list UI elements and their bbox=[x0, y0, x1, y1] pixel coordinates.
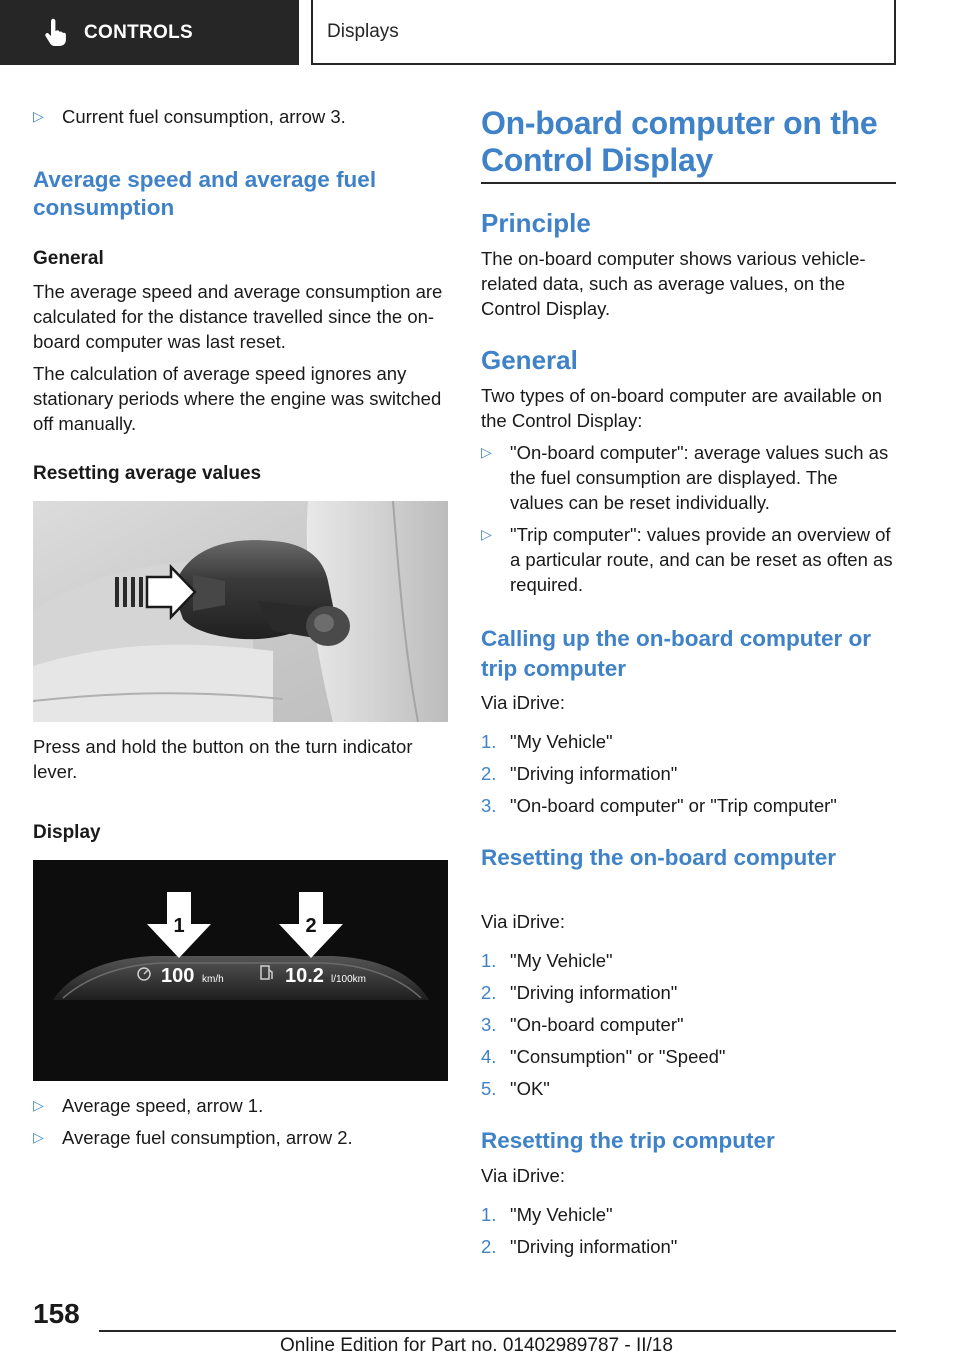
list-item: 4. "Consumption" or "Speed" bbox=[481, 1046, 726, 1067]
list-item: 5. "OK" bbox=[481, 1078, 550, 1099]
chapter-title: CONTROLS bbox=[84, 21, 194, 43]
via-idrive-label: Via iDrive: bbox=[481, 692, 565, 713]
section-heading-principle: Principle bbox=[481, 208, 591, 238]
triangle-bullet-icon: ▷ bbox=[481, 526, 492, 542]
triangle-bullet-icon: ▷ bbox=[481, 444, 492, 460]
section-tab bbox=[311, 0, 896, 65]
list-item: 3. "On-board computer" bbox=[481, 1014, 684, 1035]
fuel-value: 10.2 bbox=[285, 965, 324, 987]
hand-pointer-icon bbox=[42, 18, 70, 48]
list-item: 3. "On-board computer" or "Trip computer" bbox=[481, 795, 837, 816]
page-number: 158 bbox=[33, 1298, 80, 1329]
paragraph: Two types of on-board computer are available on the Control Display: bbox=[481, 385, 883, 431]
list-item: 1. "My Vehicle" bbox=[481, 731, 613, 752]
paragraph: Press and hold the button on the turn indicator lever. bbox=[33, 736, 413, 782]
edition-note: Online Edition for Part no. 01402989787 - II/18 bbox=[280, 1335, 673, 1356]
via-idrive-label: Via iDrive: bbox=[481, 1165, 565, 1186]
display-figure bbox=[33, 860, 448, 1081]
list-item: ▷ "Trip computer": values provide an overview of a particular route, and can be reset as often as required. bbox=[481, 524, 893, 595]
subheading-display: Display bbox=[33, 822, 101, 843]
footer-divider bbox=[99, 1330, 896, 1332]
triangle-bullet-icon: ▷ bbox=[33, 1097, 44, 1113]
list-item: ▷ Current fuel consumption, arrow 3. bbox=[33, 106, 346, 127]
list-item: 2. "Driving information" bbox=[481, 982, 678, 1003]
arrow-2-label: 2 bbox=[305, 915, 317, 937]
chapter-tab bbox=[0, 0, 299, 65]
lever-figure bbox=[33, 501, 448, 722]
triangle-bullet-icon: ▷ bbox=[33, 1129, 44, 1145]
via-idrive-label: Via iDrive: bbox=[481, 911, 565, 932]
paragraph: The calculation of average speed ignores any stationary periods where the engine was switched off manually. bbox=[33, 363, 442, 434]
speed-unit: km/h bbox=[202, 974, 224, 985]
section-heading: Average speed and average fuel consumption bbox=[33, 167, 377, 220]
subheading-reset: Resetting average values bbox=[33, 463, 262, 484]
list-item: 1. "My Vehicle" bbox=[481, 950, 613, 971]
section-heading-reset-obc: Resetting the on-board computer bbox=[481, 845, 837, 870]
paragraph: The average speed and average consumption are calculated for the distance travelled since the on-board computer was last reset. bbox=[33, 281, 443, 352]
list-item: ▷ Average fuel consumption, arrow 2. bbox=[33, 1127, 353, 1148]
list-item: 2. "Driving information" bbox=[481, 763, 678, 784]
fuel-unit: l/100km bbox=[331, 974, 367, 985]
section-heading-general: General bbox=[481, 345, 578, 375]
section-title: Displays bbox=[327, 20, 399, 42]
page-title: On-board computer on the Control Display bbox=[481, 105, 878, 178]
speed-value: 100 bbox=[161, 965, 195, 987]
section-heading-calling: Calling up the on-board computer or trip computer bbox=[481, 626, 871, 681]
triangle-bullet-icon: ▷ bbox=[33, 108, 44, 124]
list-item: 2. "Driving information" bbox=[481, 1236, 678, 1257]
arrow-1-label: 1 bbox=[173, 915, 185, 937]
instrument-cluster-illustration bbox=[33, 860, 448, 1081]
title-underline bbox=[481, 182, 896, 184]
turn-indicator-lever-illustration bbox=[33, 501, 448, 722]
section-heading-reset-trip: Resetting the trip computer bbox=[481, 1128, 775, 1153]
list-item: ▷ Average speed, arrow 1. bbox=[33, 1095, 264, 1116]
paragraph: The on-board computer shows various vehicle-related data, such as average values, on the Control Display. bbox=[481, 248, 866, 319]
list-item: 1. "My Vehicle" bbox=[481, 1204, 613, 1225]
subheading-general: General bbox=[33, 248, 104, 269]
list-item: ▷ "On-board computer": average values such as the fuel consumption are displayed. The values can be reset individually. bbox=[481, 442, 889, 513]
